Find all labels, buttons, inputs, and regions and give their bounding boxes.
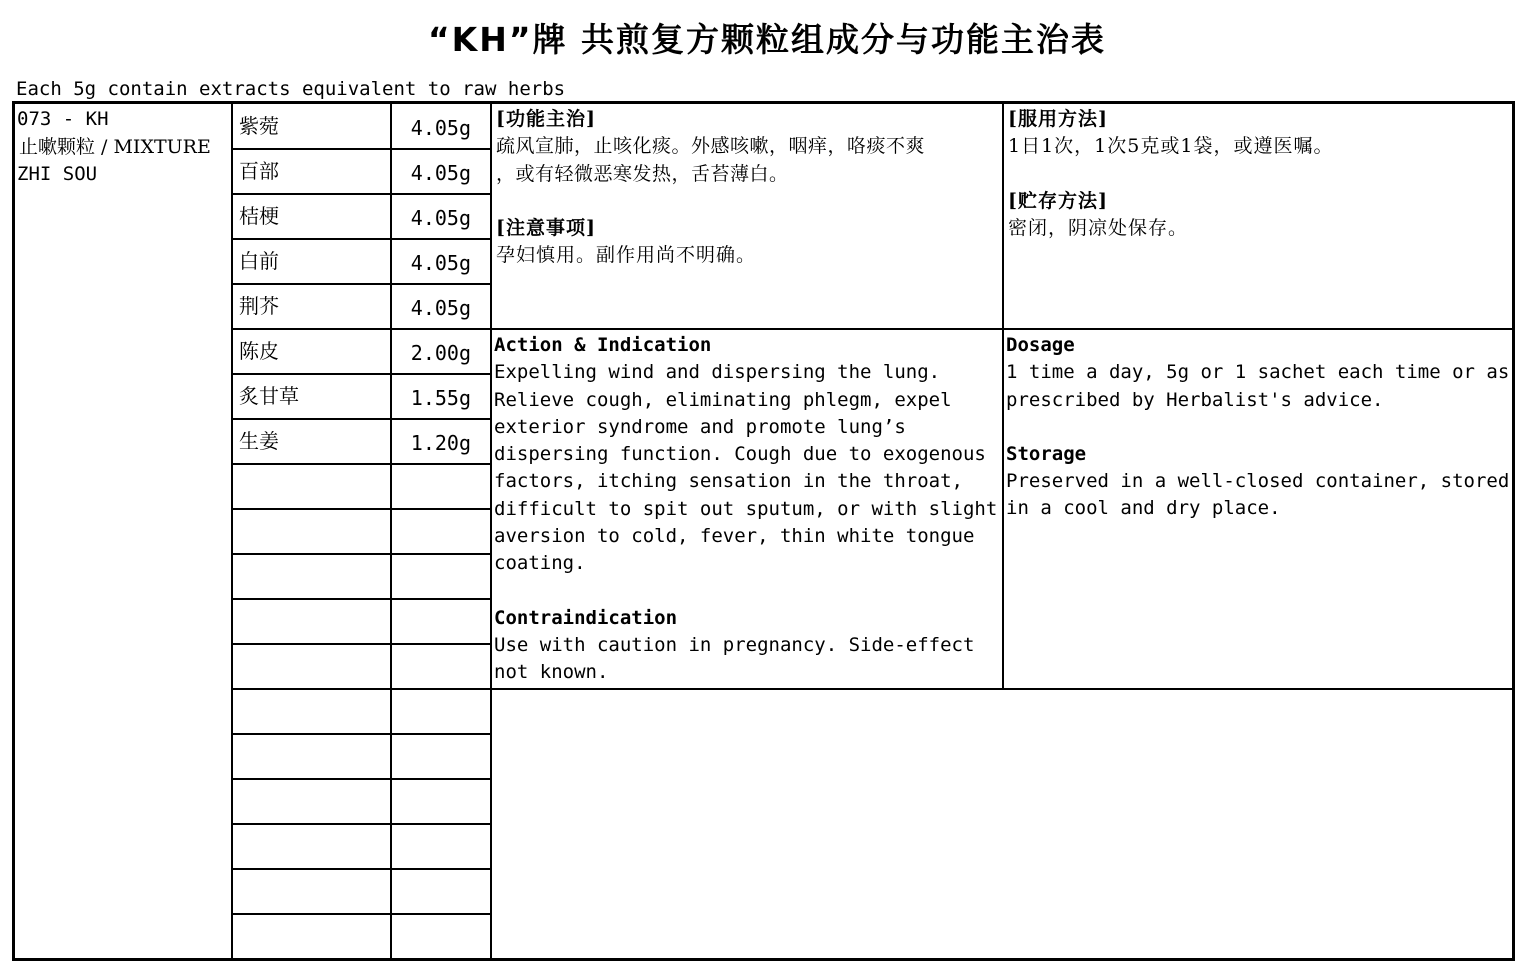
- en-action-block: [494, 332, 999, 687]
- divider-line: [231, 868, 490, 870]
- zh-indication-text-cont: ，或有轻微恶寒发热，舌苔薄白。: [496, 162, 789, 185]
- en-contra-line: not known.: [494, 661, 609, 684]
- herb-amount: 1.20g: [410, 431, 471, 455]
- zh-dosage-block: [1008, 106, 1508, 242]
- en-storage-line: Preserved in a well-closed container, stored: [1006, 470, 1510, 493]
- en-action-line: Expelling wind and dispersing the lung.: [494, 361, 941, 384]
- en-dosage-line: 1 time a day, 5g or 1 sachet each time or as: [1006, 361, 1510, 384]
- zh-indication-block: [496, 106, 996, 269]
- divider-line: [231, 913, 490, 915]
- divider-line: [231, 508, 490, 510]
- herb-amount: 4.05g: [410, 251, 471, 275]
- en-action-line: factors, itching sensation in the throat,: [494, 470, 963, 493]
- herb-name: 荆芥: [239, 294, 279, 318]
- en-action-heading: Action & Indication: [494, 334, 712, 356]
- divider-line: [490, 328, 1512, 330]
- herb-amount: 2.00g: [410, 341, 471, 365]
- en-action-line: dispersing function. Cough due to exogenous: [494, 443, 986, 466]
- zh-indication-text: 疏风宣肺，止咳化痰。外感咳嗽，咽痒，咯痰不爽: [496, 135, 926, 158]
- herb-name: 紫菀: [239, 114, 279, 138]
- divider-line: [490, 688, 1512, 690]
- page-title: “KH”牌 共煎复方颗粒组成分与功能主治表: [427, 20, 1107, 59]
- product-pinyin: ZHI SOU: [17, 163, 98, 185]
- herb-amount: 4.05g: [410, 206, 471, 230]
- herb-name: 桔梗: [239, 204, 279, 228]
- divider-line: [231, 643, 490, 645]
- herb-amount: 4.05g: [410, 116, 471, 140]
- herb-name: 陈皮: [239, 339, 279, 363]
- product-name: 止嗽颗粒 / MIXTURE: [19, 136, 211, 158]
- zh-indication-heading: [功能主治]: [496, 108, 596, 130]
- en-dosage-line: prescribed by Herbalist's advice.: [1006, 388, 1384, 411]
- en-action-line: difficult to spit out sputum, or with slight: [494, 497, 998, 520]
- en-dosage-heading: Dosage: [1006, 334, 1075, 356]
- product-code: 073 - KH: [17, 108, 109, 130]
- en-action-lines: [494, 359, 999, 577]
- en-storage-heading: Storage: [1006, 442, 1087, 465]
- herb-amount: 1.55g: [410, 386, 471, 410]
- divider-line: [231, 778, 490, 780]
- zh-dosage-heading: [服用方法]: [1008, 108, 1108, 130]
- divider-line: [231, 553, 490, 555]
- divider-line: [1002, 104, 1004, 688]
- en-contra-line: Use with caution in pregnancy. Side-effect: [494, 633, 975, 656]
- herb-table: [12, 101, 1515, 961]
- herb-amount: 4.05g: [410, 161, 471, 185]
- divider-line: [231, 733, 490, 735]
- en-action-line: Relieve cough, eliminating phlegm, expel: [494, 388, 952, 411]
- divider-line: [231, 688, 490, 690]
- zh-storage-text: 密闭，阴凉处保存。: [1008, 216, 1189, 239]
- subtitle: Each 5g contain extracts equivalent to raw herbs: [16, 78, 566, 100]
- en-action-line: exterior syndrome and promote lung’s: [494, 415, 906, 438]
- en-dosage-block: [1006, 332, 1511, 523]
- en-action-line: coating.: [494, 552, 586, 575]
- divider-line: [231, 598, 490, 600]
- zh-storage-heading: [贮存方法]: [1008, 189, 1108, 212]
- en-contra-heading: Contraindication: [494, 606, 678, 629]
- en-storage-line: in a cool and dry place.: [1006, 497, 1281, 520]
- herb-name: 白前: [239, 249, 279, 273]
- herb-name: 炙甘草: [239, 384, 299, 408]
- zh-caution-text: 孕妇慎用。副作用尚不明确。: [496, 244, 757, 267]
- divider-line: [231, 823, 490, 825]
- herb-amount: 4.05g: [410, 296, 471, 320]
- zh-caution-heading: [注意事项]: [496, 216, 596, 239]
- divider-line: [231, 463, 490, 465]
- divider-line: [231, 104, 233, 958]
- zh-dosage-text: 1日1次，1次5克或1袋，或遵医嘱。: [1008, 135, 1334, 158]
- herb-name: 生姜: [239, 429, 279, 453]
- herb-name: 百部: [239, 159, 279, 183]
- en-action-line: aversion to cold, fever, thin white tongue: [494, 525, 975, 548]
